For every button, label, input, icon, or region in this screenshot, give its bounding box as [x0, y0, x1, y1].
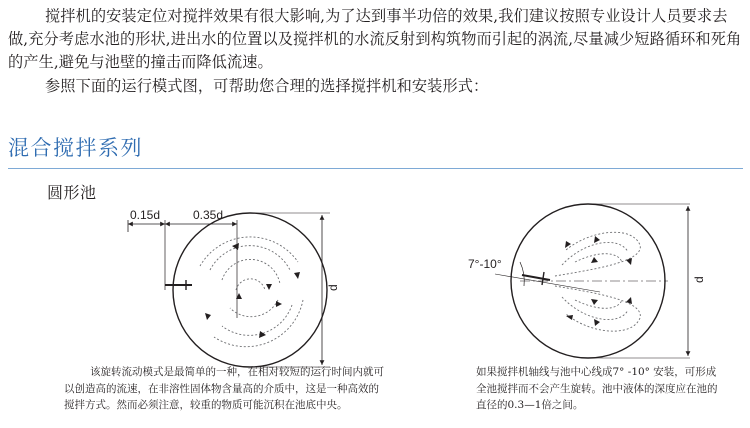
intro-paragraph-1: 搅拌机的安装定位对搅拌效果有很大影响,为了达到事半功倍的效果,我们建议按照专业设计人员要求去做,充分考虑水池的形状,进出水的位置以及搅拌机的水流反射到构筑物而引起的涡流,尽量减少短路循环和死角的产生,避免与池壁的撞击而降低流速。 [8, 7, 742, 71]
mixer-propeller [542, 272, 544, 285]
round-tank-angled-mixer-diagram [468, 204, 706, 358]
right-diagram-caption: 如果搅拌机轴线与池中心线成7° -10° 安装，可形成全池搅拌而不会产生旋转。池中液体的深度应在池的直径的0.3—1倍之间。 [476, 366, 718, 411]
angle-arc [520, 262, 524, 286]
left-diagram-caption: 该旋转流动模式是最简单的一种，在相对较短的运行时间内就可以创造高的流速，在非溶性固体物含量高的介质中，这是一种高效的搅拌方式。然而必须注意，较重的物质可能沉积在池底中央。 [64, 366, 384, 411]
round-tank-outline [173, 213, 327, 367]
diameter-label: d [692, 276, 706, 283]
dimension-label-035d: 0.35d [193, 208, 224, 222]
angle-label: 7°-10° [468, 257, 502, 271]
subsection-title: 圆形池 [47, 183, 97, 202]
rotation-flow-lines [200, 237, 303, 347]
section-title: 混合搅拌系列 [8, 136, 143, 160]
round-tank-rotation-diagram [128, 208, 340, 367]
intro-paragraph-2: 参照下面的运行模式图，可帮助您合理的选择搅拌机和安装形式： [45, 77, 489, 95]
diameter-label: d [326, 284, 340, 291]
rotation-flow-arrows [205, 243, 300, 338]
dimension-label-015d: 0.15d [130, 208, 161, 222]
